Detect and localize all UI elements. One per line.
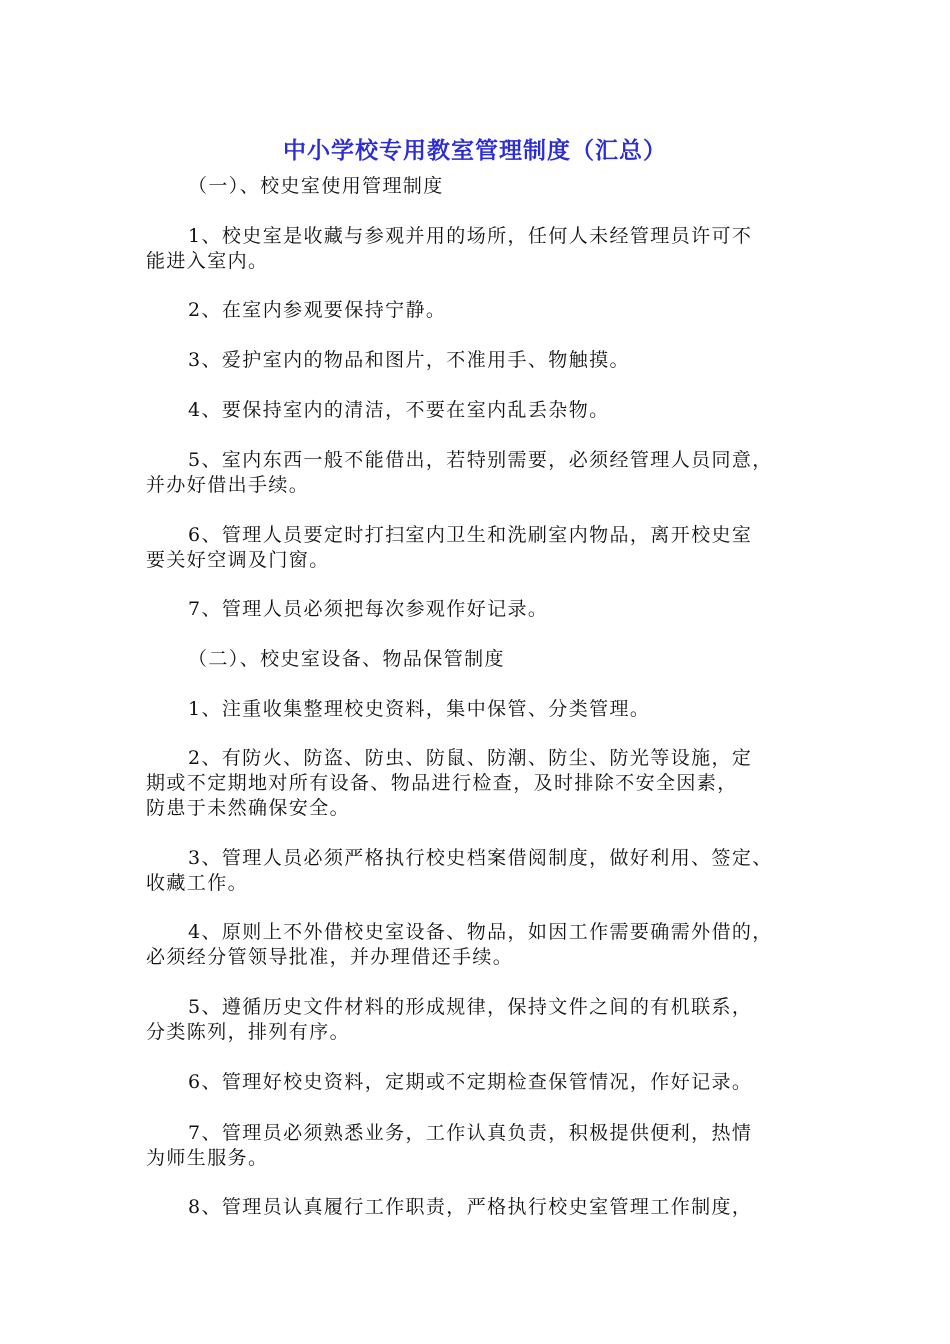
paragraph-line: 能进入室内。 bbox=[146, 250, 269, 272]
paragraph-line: 7、管理员必须熟悉业务，工作认真负责，积极提供便利，热情 bbox=[188, 1122, 753, 1144]
paragraph-line: 5、室内东西一般不能借出，若特别需要，必须经管理人员同意， bbox=[188, 449, 773, 471]
paragraph-line: 2、有防火、防盗、防虫、防鼠、防潮、防尘、防光等设施，定 bbox=[188, 747, 753, 769]
paragraph-line: 为师生服务。 bbox=[146, 1147, 269, 1169]
paragraph-line: 6、管理好校史资料，定期或不定期检查保管情况，作好记录。 bbox=[188, 1071, 753, 1093]
paragraph-line: 5、遵循历史文件材料的形成规律，保持文件之间的有机联系， bbox=[188, 996, 753, 1018]
section-heading-1: （一）、校史室使用管理制度 bbox=[188, 175, 444, 197]
paragraph-line: 收藏工作。 bbox=[146, 872, 249, 894]
document-title: 中小学校专用教室管理制度（汇总） bbox=[283, 138, 667, 164]
section-heading-2: （二）、校史室设备、物品保管制度 bbox=[188, 648, 505, 670]
paragraph-line: 1、注重收集整理校史资料，集中保管、分类管理。 bbox=[188, 698, 651, 720]
paragraph-line: 4、要保持室内的清洁，不要在室内乱丢杂物。 bbox=[188, 399, 610, 421]
paragraph-line: 要关好空调及门窗。 bbox=[146, 549, 330, 571]
paragraph-line: 必须经分管领导批准，并办理借还手续。 bbox=[146, 946, 514, 968]
paragraph-line: 6、管理人员要定时打扫室内卫生和洗刷室内物品，离开校史室 bbox=[188, 524, 753, 546]
paragraph-line: 3、爱护室内的物品和图片，不准用手、物触摸。 bbox=[188, 349, 630, 371]
paragraph-line: 8、管理员认真履行工作职责，严格执行校史室管理工作制度， bbox=[188, 1196, 753, 1218]
paragraph-line: 4、原则上不外借校史室设备、物品，如因工作需要确需外借的， bbox=[188, 921, 773, 943]
paragraph-line: 2、在室内参观要保持宁静。 bbox=[188, 299, 447, 321]
paragraph-line: 分类陈列，排列有序。 bbox=[146, 1021, 351, 1043]
paragraph-line: 并办好借出手续。 bbox=[146, 474, 310, 496]
paragraph-line: 3、管理人员必须严格执行校史档案借阅制度，做好利用、签定、 bbox=[188, 847, 773, 869]
paragraph-line: 1、校史室是收藏与参观并用的场所，任何人未经管理员许可不 bbox=[188, 225, 753, 247]
paragraph-line: 7、管理人员必须把每次参观作好记录。 bbox=[188, 598, 549, 620]
paragraph-line: 防患于未然确保安全。 bbox=[146, 797, 351, 819]
paragraph-line: 期或不定期地对所有设备、物品进行检查，及时排除不安全因素， bbox=[146, 772, 738, 794]
